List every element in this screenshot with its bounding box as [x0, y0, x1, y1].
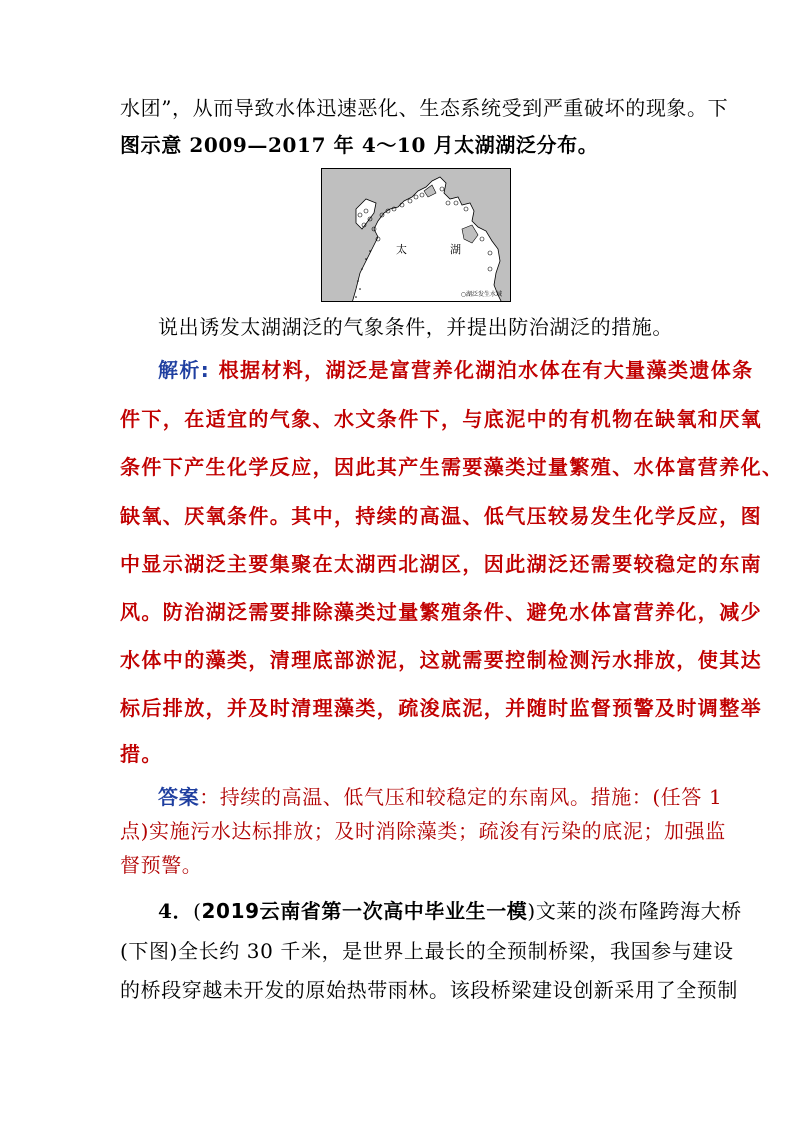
- q4-line-1: 4．(2019云南省第一次高中毕业生一模)文莱的淡布隆跨海大桥: [158, 899, 742, 923]
- q4-line-2: (下图)全长约 30 千米，是世界上最长的全预制桥梁，我国参与建设: [120, 939, 734, 963]
- question-text: 说出诱发太湖湖泛的气象条件，并提出防治湖泛的措施。: [158, 315, 673, 339]
- q4-source: 2019云南省第一次高中毕业生一模: [201, 899, 528, 923]
- answer-line-1: 答案：持续的高温、低气压和较稳定的东南风。措施：(任答 1: [158, 785, 723, 809]
- analysis-line-3: 条件下产生化学反应，因此其产生需要藻类过量繁殖、水体富营养化、: [120, 455, 784, 479]
- intro-line-2: 图示意 2009—2017 年 4～10 月太湖湖泛分布。: [120, 133, 599, 157]
- answer-line-3: 督预警。: [120, 853, 203, 877]
- analysis-line-2: 件下，在适宜的气象、水文条件下，与底泥中的有机物在缺氧和厌氧: [120, 407, 762, 431]
- analysis-label: 解析:: [158, 358, 211, 382]
- answer-label: 答案: [158, 785, 200, 809]
- q4-number: 4．: [158, 899, 194, 923]
- analysis-line-7: 水体中的藻类，清理底部淤泥，这就需要控制检测污水排放，使其达: [120, 648, 762, 672]
- map-label-hu: 湖: [450, 243, 461, 256]
- map-label-tai: 太: [396, 243, 407, 256]
- analysis-line-4: 缺氧、厌氧条件。其中，持续的高温、低气压较易发生化学反应，图: [120, 504, 762, 528]
- map-legend: ○湖泛发生水域: [460, 291, 502, 298]
- analysis-line-1: 解析: 根据材料，湖泛是富营养化湖泊水体在有大量藻类遗体条: [158, 358, 754, 382]
- analysis-line-6: 风。防治湖泛需要排除藻类过量繁殖条件、避免水体富营养化，减少: [120, 600, 762, 624]
- answer-line-2: 点)实施污水达标排放；及时消除藻类；疏浚有污染的底泥；加强监: [120, 819, 726, 843]
- taihu-map-graphic: [322, 169, 511, 302]
- q4-line-3: 的桥段穿越未开发的原始热带雨林。该段桥梁建设创新采用了全预制: [120, 978, 738, 1002]
- analysis-line-8: 标后排放，并及时清理藻类，疏浚底泥，并随时监督预警及时调整举: [120, 696, 762, 720]
- analysis-line-5: 中显示湖泛主要集聚在太湖西北湖区，因此湖泛还需要较稳定的东南: [120, 552, 762, 576]
- intro-line-1: 水团”，从而导致水体迅速恶化、生态系统受到严重破坏的现象。下: [120, 96, 729, 120]
- analysis-line-9: 措。: [120, 742, 163, 766]
- taihu-map: [321, 168, 511, 302]
